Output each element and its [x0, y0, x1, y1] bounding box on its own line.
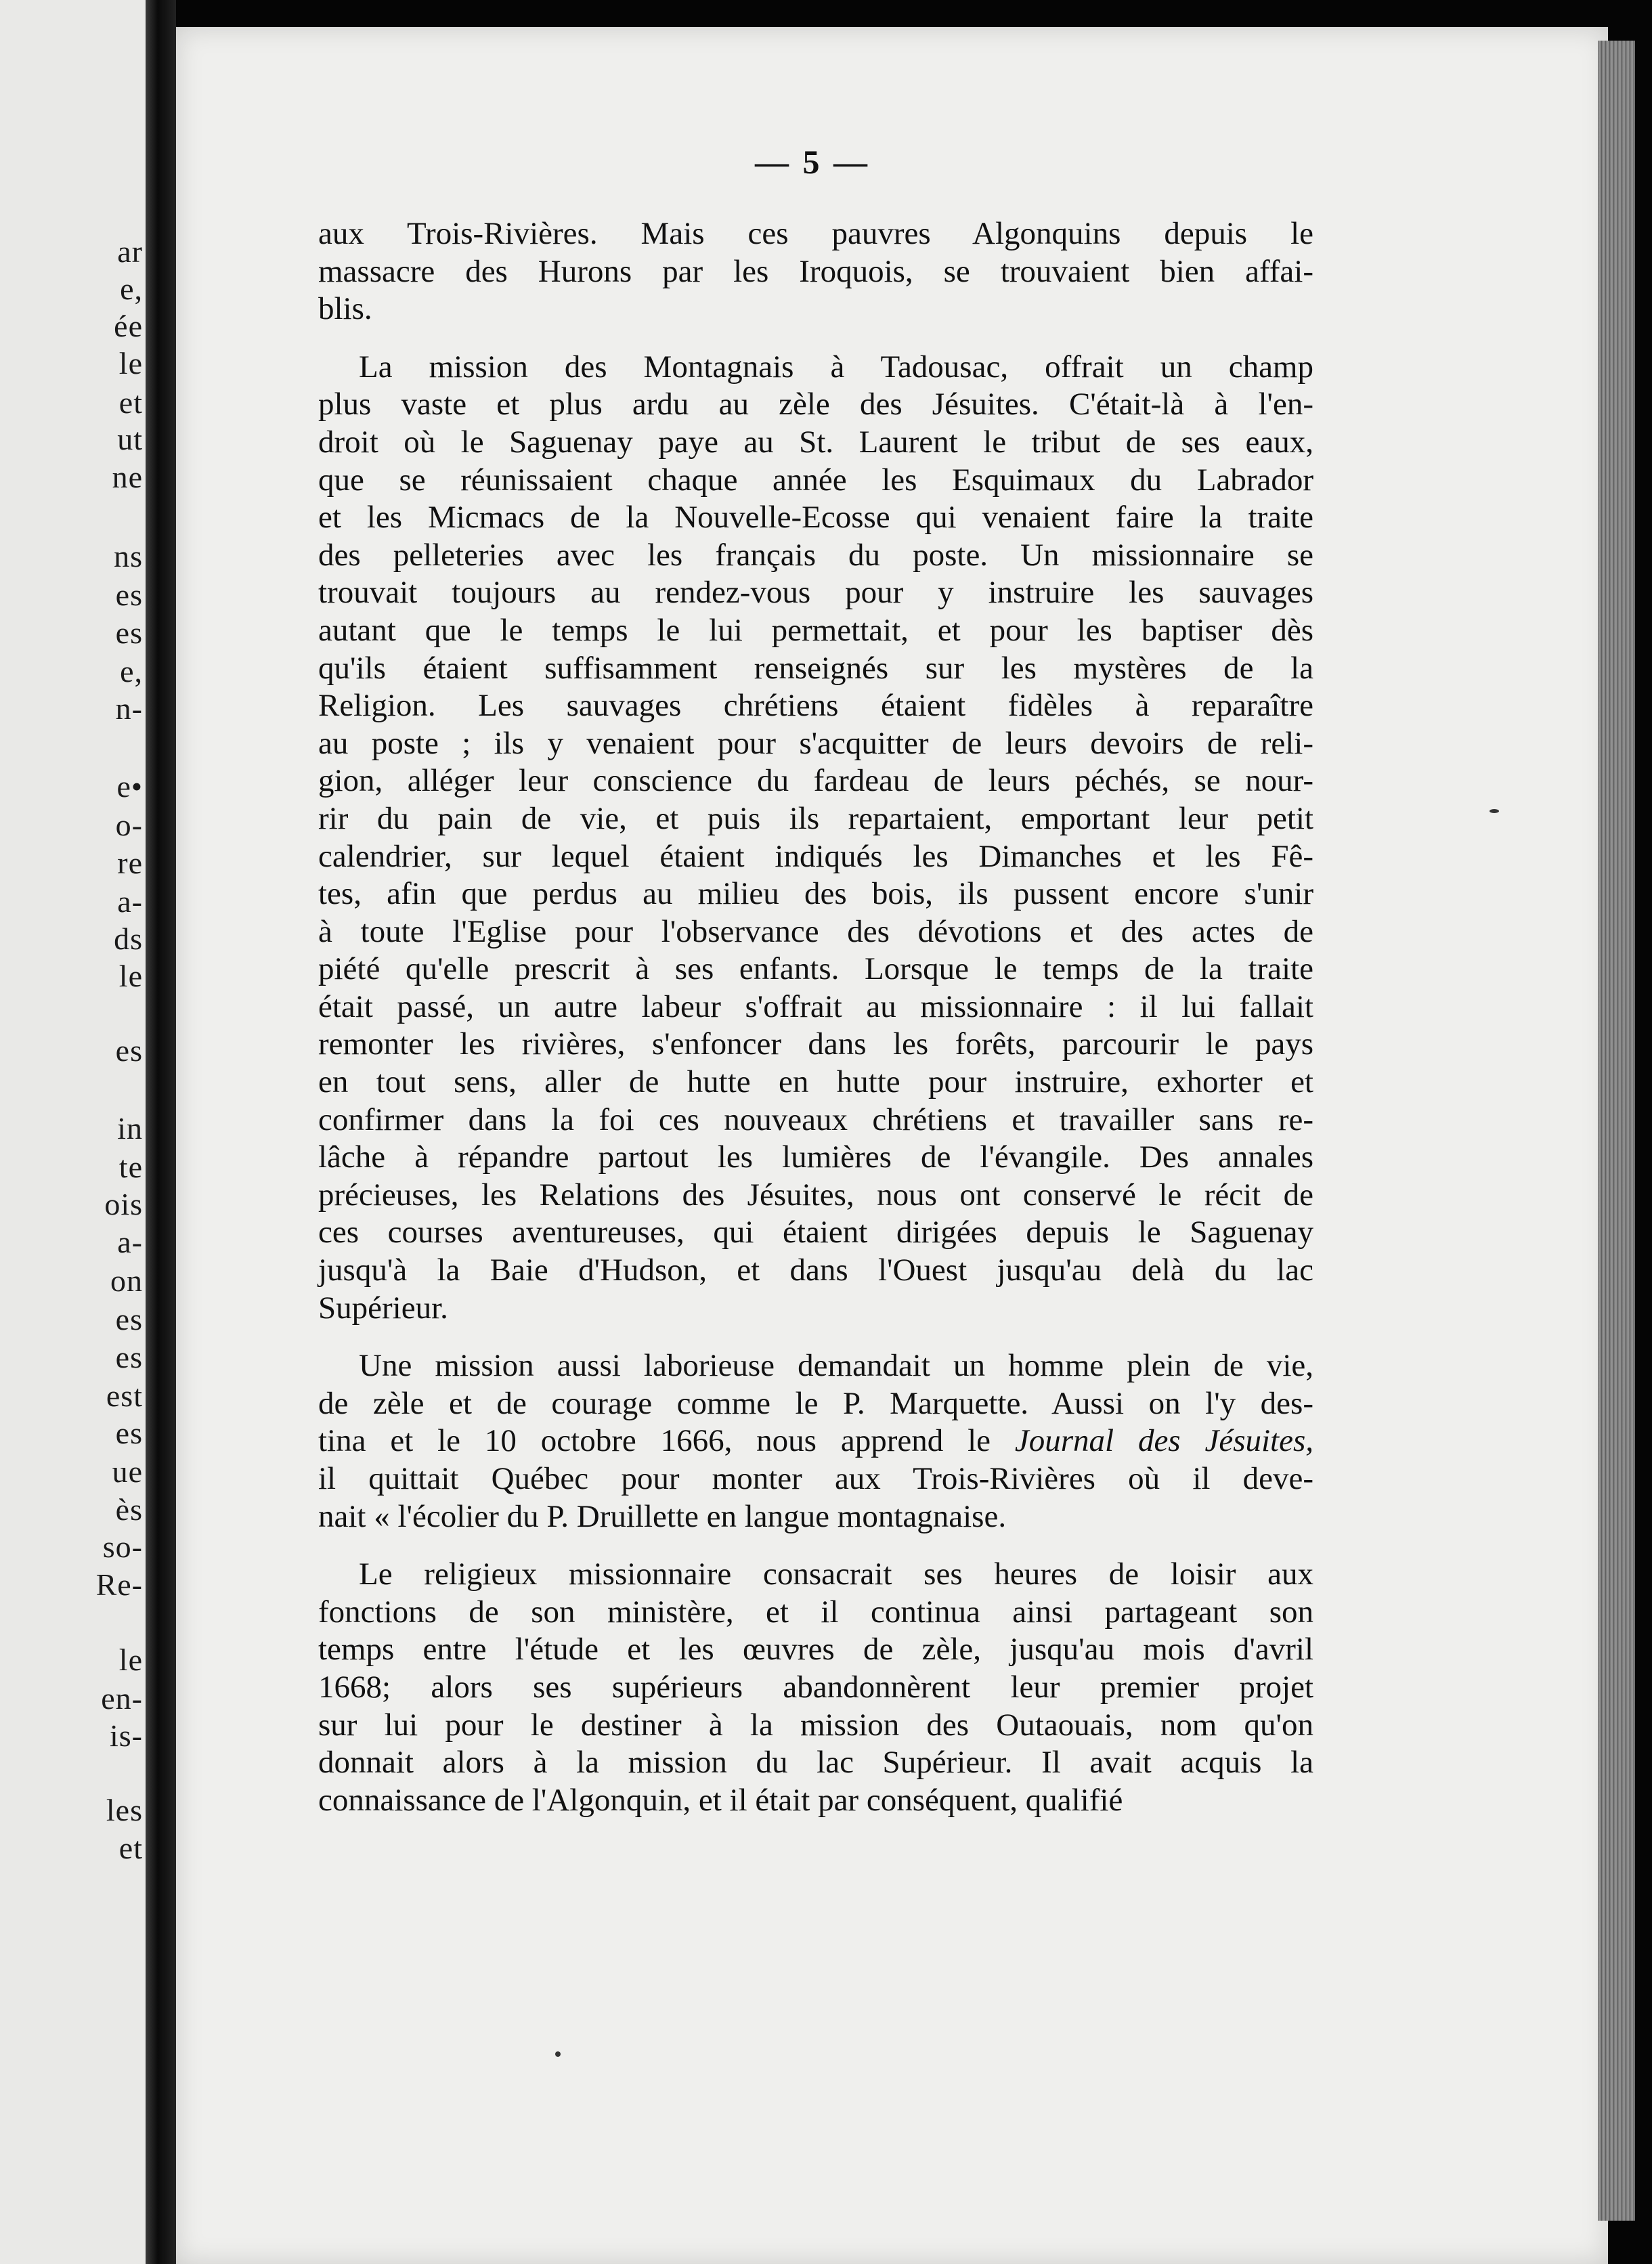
text-line: Le religieux missionnaire consacrait ses heures de loisir aux — [359, 1556, 1313, 1592]
facing-page-fragment-text: le — [118, 959, 143, 993]
text-line: à toute l'Eglise pour l'observance des dévotions et des actes de — [318, 913, 1313, 949]
text-line: qu'ils étaient suffisamment renseignés sur les mystères de la — [318, 650, 1313, 686]
text-line: fonctions de son ministère, et il continua ainsi partageant son — [318, 1594, 1313, 1630]
text-line: piété qu'elle prescrit à ses enfants. Lorsque le temps de la traite — [318, 951, 1313, 987]
facing-page-fragment-text: a- — [117, 1225, 143, 1259]
facing-page-fragment-text: les — [106, 1793, 143, 1827]
facing-page-fragment-text: ue — [112, 1454, 143, 1489]
facing-page-fragment-text: o- — [115, 808, 143, 842]
text-line: rir du pain de vie, et puis ils repartaient, emportant leur petit — [318, 800, 1313, 836]
facing-page-fragment-text: e, — [120, 271, 143, 306]
text-line: était passé, un autre labeur s'offrait au missionnaire : il lui fallait — [318, 988, 1313, 1024]
text-line: Supérieur. — [318, 1290, 448, 1326]
facing-page-fragment-text: ns — [114, 539, 143, 573]
facing-page-fragment-text: ès — [115, 1492, 143, 1527]
text-line: au poste ; ils y venaient pour s'acquitter de leurs devoirs de reli- — [318, 725, 1313, 761]
facing-page-fragment-text: e, — [120, 654, 143, 689]
text-line: Religion. Les sauvages chrétiens étaient fidèles à reparaître — [318, 688, 1313, 724]
text-line: 1668; alors ses supérieurs abandonnèrent leur premier projet — [318, 1669, 1313, 1705]
text-line: blis. — [318, 291, 372, 327]
facing-page-fragment-text: es — [115, 1302, 143, 1336]
facing-page-fragment-text: en- — [101, 1681, 143, 1716]
paragraph-3 — [318, 1347, 1313, 1536]
text-line: La mission des Montagnais à Tadousac, offrait un champ — [359, 349, 1313, 385]
page-number: — 5 — — [755, 143, 870, 181]
facing-page-fragment-text: ne — [112, 460, 143, 494]
facing-page-fragment-text: ds — [114, 921, 143, 956]
text-line: jusqu'à la Baie d'Hudson, et dans l'Ouest jusqu'au delà du lac — [318, 1253, 1313, 1288]
text-line: ces courses aventureuses, qui étaient dirigées depuis le Saguenay — [318, 1215, 1313, 1250]
text-line: Une mission aussi laborieuse demandait un homme plein de vie, — [359, 1348, 1313, 1384]
facing-page-fragment-text: a- — [117, 884, 143, 919]
facing-page-fragment-text: es — [115, 1416, 143, 1450]
facing-page-fragment-text: re — [117, 846, 143, 880]
ink-speck — [555, 2051, 561, 2057]
facing-page-fragment-text: ois — [104, 1187, 143, 1221]
facing-page-fragment-text: le — [118, 346, 143, 380]
facing-page-fragment-text: et — [118, 385, 143, 420]
facing-page-fragment-text: is- — [110, 1718, 143, 1753]
text-line: autant que le temps le lui permettait, et pour les baptiser dès — [318, 612, 1313, 648]
facing-page-fragment-text: es — [115, 615, 143, 650]
facing-page-fragment-text: es — [115, 578, 143, 612]
facing-page-fragment-text: es — [115, 1340, 143, 1374]
facing-page-fragment-text: et — [118, 1831, 143, 1865]
paragraph-2 — [318, 349, 1313, 1327]
text-line: en tout sens, aller de hutte en hutte pour instruire, exhorter et — [318, 1064, 1313, 1100]
facing-page-text — [0, 0, 146, 2264]
text-line: et les Micmacs de la Nouvelle-Ecosse qui venaient faire la traite — [318, 500, 1313, 536]
text-line: lâche à répandre partout les lumières de l'évangile. Des annales — [318, 1139, 1313, 1175]
facing-page-fragment-text: Re- — [95, 1567, 143, 1602]
body-text — [318, 215, 1313, 1819]
ink-speck — [1490, 809, 1499, 813]
text-line: plus vaste et plus ardu au zèle des Jésuites. C'était-là à l'en- — [318, 387, 1313, 422]
text-line: remonter les rivières, s'enfoncer dans les forêts, parcourir le pays — [318, 1026, 1313, 1062]
facing-page-fragment-text: on — [110, 1263, 143, 1298]
text-line: il quittait Québec pour monter aux Trois-Rivières où il deve- — [318, 1461, 1313, 1496]
text-line: sur lui pour le destiner à la mission des Outaouais, nom qu'on — [318, 1707, 1313, 1743]
facing-page-fragment-text: n- — [115, 691, 143, 726]
text-line: confirmer dans la foi ces nouveaux chrétiens et travailler sans re- — [318, 1102, 1313, 1137]
text-line: tes, afin que perdus au milieu des bois, ils pussent encore s'unir — [318, 876, 1313, 912]
text-line: de zèle et de courage comme le P. Marquette. Aussi on l'y des- — [318, 1385, 1313, 1421]
journal-title: Journal des Jésuites, — [1014, 1423, 1313, 1459]
facing-page-fragment-text: in — [117, 1111, 143, 1146]
facing-page-fragment — [0, 0, 146, 2264]
text-line: connaissance de l'Algonquin, et il était par conséquent, qualifié — [318, 1782, 1123, 1818]
text-line: précieuses, les Relations des Jésuites, nous ont conservé le récit de — [318, 1177, 1313, 1213]
paragraph-4 — [318, 1556, 1313, 1819]
text-line: calendrier, sur lequel étaient indiqués les Dimanches et les Fê- — [318, 838, 1313, 874]
facing-page-fragment-text: est — [106, 1378, 143, 1413]
text-line: des pelleteries avec les français du poste. Un missionnaire se — [318, 537, 1313, 573]
facing-page-fragment-text: ée — [114, 309, 143, 343]
facing-page-fragment-text: e• — [116, 769, 143, 804]
text-line — [318, 1422, 1313, 1460]
page-edges — [1598, 41, 1635, 2221]
text-line: aux Trois-Rivières. Mais ces pauvres Algonquins depuis le — [318, 216, 1313, 251]
text-line: nait « l'écolier du P. Druillette en langue montagnaise. — [318, 1498, 1007, 1534]
text-line: droit où le Saguenay paye au St. Laurent le tribut de ses eaux, — [318, 424, 1313, 460]
book-gutter — [146, 0, 176, 2264]
text-line: temps entre l'étude et les œuvres de zèle, jusqu'au mois d'avril — [318, 1632, 1313, 1668]
text-line: gion, alléger leur conscience du fardeau de leurs péchés, se nour- — [318, 763, 1313, 799]
text-line: trouvait toujours au rendez-vous pour y instruire les sauvages — [318, 575, 1313, 611]
facing-page-fragment-text: te — [118, 1150, 143, 1184]
text-line: massacre des Hurons par les Iroquois, se trouvaient bien affai- — [318, 253, 1313, 289]
facing-page-fragment-text: ut — [117, 422, 143, 456]
text-line: donnait alors à la mission du lac Supérieur. Il avait acquis la — [318, 1745, 1313, 1781]
text-line: que se réunissaient chaque année les Esquimaux du Labrador — [318, 462, 1313, 498]
facing-page-fragment-text: so- — [102, 1529, 143, 1564]
facing-page-fragment-text: le — [118, 1642, 143, 1677]
facing-page-fragment-text: es — [115, 1033, 143, 1068]
paragraph-1 — [318, 215, 1313, 328]
facing-page-fragment-text: ar — [117, 234, 143, 269]
text-line-prefix: tina et le 10 octobre 1666, nous apprend le — [318, 1423, 1015, 1459]
